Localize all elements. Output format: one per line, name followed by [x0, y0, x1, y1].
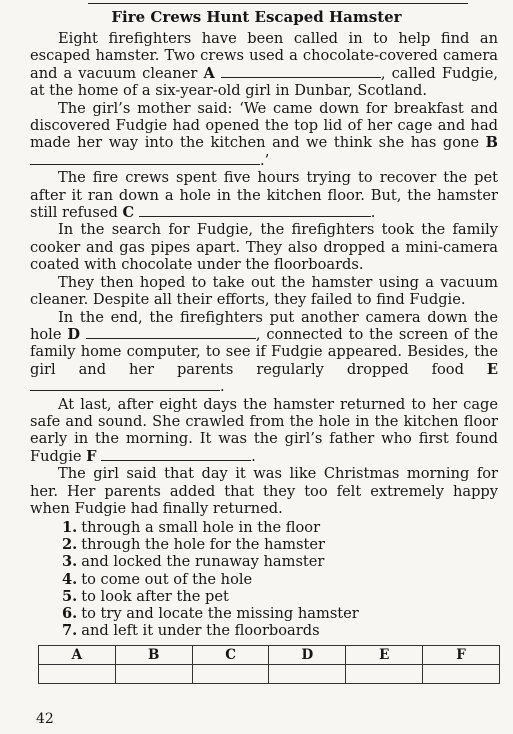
article-text — [30, 30, 498, 517]
paragraph-7: At last, after eight days the hamster returned to her cage safe and sound. She crawled from the hole in the kitchen floor early in the morning. It was the girl’s father who first found Fudgie F . — [30, 395, 498, 465]
paragraph-4: In the search for Fudgie, the firefighters took the family cooker and gas pipes apart. They also dropped a mini-camera coated with chocolate under the floorboards. — [30, 221, 498, 274]
gap-blank-f[interactable] — [101, 448, 251, 461]
answer-table — [38, 645, 500, 684]
option-item: 4. to come out of the hole — [62, 570, 253, 588]
gap-letter-a: A — [203, 64, 215, 82]
gap-letter-d: D — [67, 325, 81, 343]
option-item: 3. and locked the runaway hamster — [62, 553, 325, 571]
option-item: 7. and left it under the floorboards — [62, 622, 320, 640]
answer-header-b: B — [115, 646, 192, 665]
answer-cell-e[interactable] — [346, 665, 423, 684]
answer-header-c: C — [192, 646, 269, 665]
answer-header-d: D — [269, 646, 346, 665]
answer-header-e: E — [346, 646, 423, 665]
answer-cell-b[interactable] — [115, 665, 192, 684]
answer-cell-d[interactable] — [269, 665, 346, 684]
option-item: 1. through a small hole in the floor — [62, 519, 321, 536]
answer-cell-c[interactable] — [192, 665, 269, 684]
page-number: 42 — [36, 711, 54, 727]
gap-blank-e[interactable] — [30, 378, 220, 391]
answer-header-a: A — [39, 646, 116, 665]
gap-blank-b[interactable] — [30, 152, 260, 165]
gap-letter-b: B — [485, 134, 498, 152]
gap-blank-c[interactable] — [139, 204, 371, 217]
top-rule — [88, 3, 468, 4]
paragraph-1: Eight firefighters have been called in to help find an escaped hamster. Two crews used a chocolate-covered camera and a vacuum cleaner A , called Fudgie, at the home of a six-year-old girl in Dunbar, Scotland. — [30, 30, 499, 100]
paragraph-2: The girl’s mother said: ‘We came down for breakfast and discovered Fudgie had opened the top lid of her cage and had made her way into the kitchen and we think she has gone B .’ — [30, 99, 498, 169]
answer-header-row — [39, 646, 500, 665]
answer-cell-a[interactable] — [39, 665, 116, 684]
gap-letter-c: C — [122, 204, 135, 222]
option-item: 2. through the hole for the hamster — [62, 536, 325, 554]
options-list — [62, 519, 502, 639]
answer-header-f: F — [423, 646, 500, 665]
paragraph-8: The girl said that day it was like Christmas morning for her. Her parents added that they too felt extremely happy when Fudgie had finally returned. — [30, 465, 498, 517]
answer-row — [39, 665, 500, 684]
gap-blank-a[interactable] — [221, 65, 381, 78]
paragraph-5: They then hoped to take out the hamster using a vacuum cleaner. Despite all their efforts, they failed to find Fudgie. — [30, 273, 498, 309]
option-item: 6. to try and locate the missing hamster — [62, 605, 359, 623]
paragraph-6: In the end, the firefighters put another camera down the hole D , connected to the screen of the family home computer, to see if Fudgie appeared. Besides, the girl and her parents regularly dropped food E . — [30, 308, 498, 396]
gap-letter-f: F — [86, 447, 97, 465]
answer-cell-f[interactable] — [423, 665, 500, 684]
option-item: 5. to look after the pet — [62, 587, 229, 605]
paragraph-3: The fire crews spent five hours trying to recover the pet after it ran down a hole in the kitchen floor. But, the hamster still refused C . — [30, 169, 498, 222]
gap-letter-e: E — [486, 360, 498, 378]
gap-blank-d[interactable] — [86, 326, 256, 339]
article-title: Fire Crews Hunt Escaped Hamster — [111, 8, 402, 26]
